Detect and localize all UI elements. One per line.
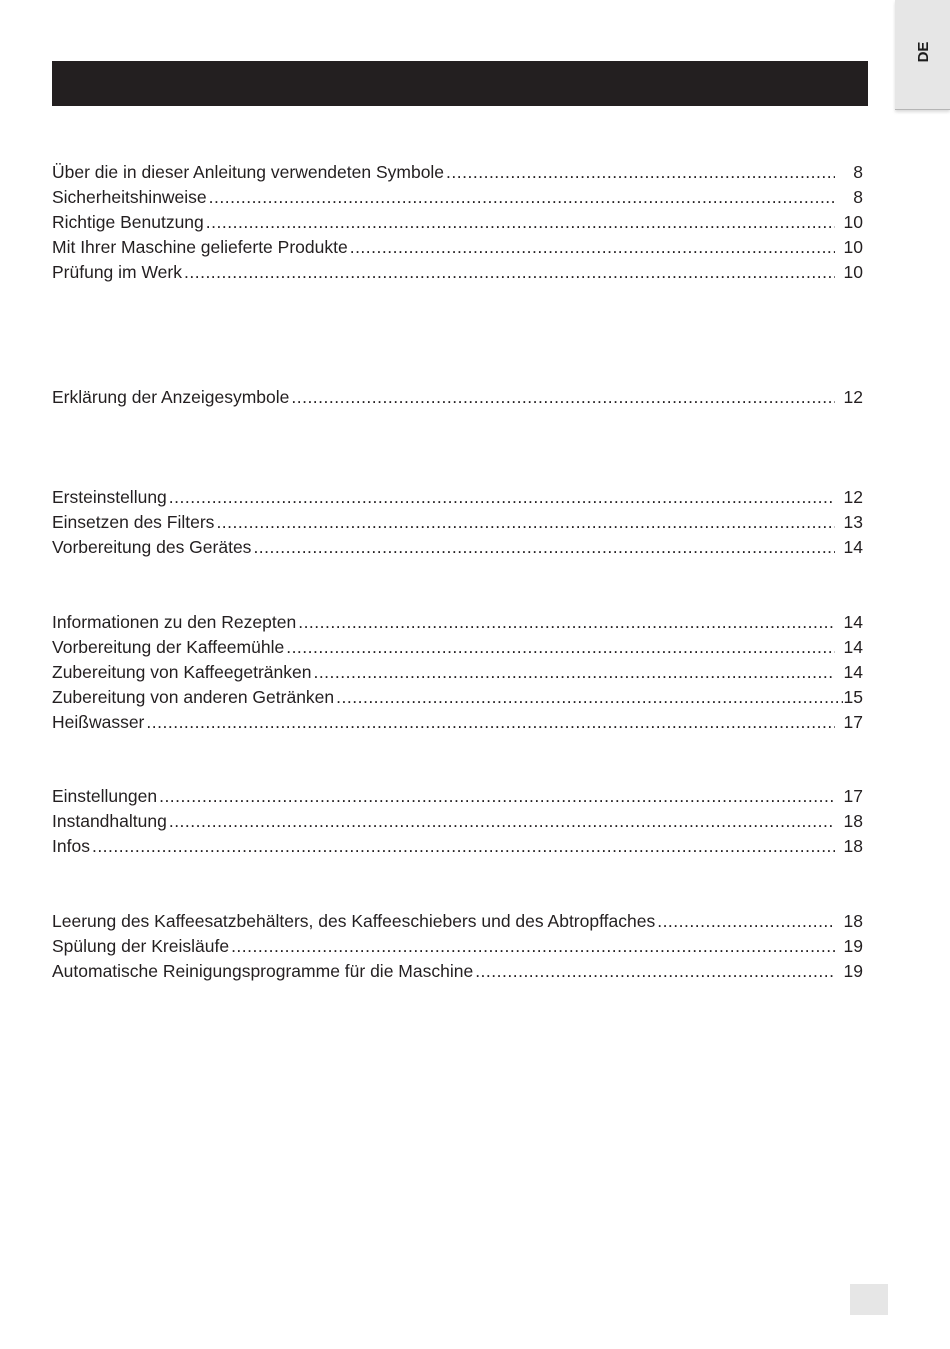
toc-entry-page: 15 <box>843 687 863 707</box>
toc-leader-dots <box>446 160 835 185</box>
toc-entry[interactable] <box>52 834 863 859</box>
toc-entry-page: 14 <box>843 537 863 557</box>
toc-leader-dots <box>92 834 835 859</box>
toc-leader-dots <box>657 909 835 934</box>
toc-entry-title: Instandhaltung <box>52 811 167 831</box>
toc-leader-dots <box>475 959 835 984</box>
toc-entry-title: Einsetzen des Filters <box>52 512 215 532</box>
toc-entry-page: 18 <box>843 836 863 856</box>
toc-entry-page: 8 <box>853 187 863 207</box>
toc-entry-title: Erklärung der Anzeigesymbole <box>52 387 290 407</box>
toc-leader-dots <box>291 385 835 410</box>
toc-entry-page: 14 <box>843 637 863 657</box>
toc-entry[interactable] <box>52 934 863 959</box>
toc-entry-page: 17 <box>843 712 863 732</box>
toc-entry[interactable] <box>52 485 863 510</box>
toc-entry-page: 10 <box>843 237 863 257</box>
toc-entry[interactable] <box>52 235 863 260</box>
toc-entry-page: 10 <box>843 212 863 232</box>
toc-entry[interactable] <box>52 685 863 710</box>
toc-entry-page: 19 <box>843 961 863 981</box>
toc-section <box>52 909 863 984</box>
toc-entry-title: Vorbereitung der Kaffeemühle <box>52 637 285 657</box>
toc-entry[interactable] <box>52 660 863 685</box>
toc-entry-title: Heißwasser <box>52 712 145 732</box>
toc-entry-page: 12 <box>843 387 863 407</box>
toc-entry-title: Über die in dieser Anleitung verwendeten Symbole <box>52 162 445 182</box>
toc-section <box>52 784 863 859</box>
toc-leader-dots <box>216 510 835 535</box>
toc-section <box>52 610 863 735</box>
toc-entry[interactable] <box>52 710 863 735</box>
toc-entry[interactable] <box>52 385 863 410</box>
toc-entry[interactable] <box>52 260 863 285</box>
header-bar <box>52 61 868 106</box>
toc-entry[interactable] <box>52 535 863 560</box>
toc-entry[interactable] <box>52 959 863 984</box>
toc-entry-page: 18 <box>843 811 863 831</box>
toc-entry[interactable] <box>52 510 863 535</box>
toc-entry-title: Leerung des Kaffeesatzbehälters, des Kaffeeschiebers und des Abtropffaches <box>52 911 656 931</box>
toc-entry[interactable] <box>52 610 863 635</box>
toc-entry-page: 14 <box>843 662 863 682</box>
toc-entry-title: Sicherheitshinweise <box>52 187 207 207</box>
toc-leader-dots <box>159 784 835 809</box>
toc-leader-dots <box>286 635 835 660</box>
page-number-box <box>850 1284 888 1315</box>
toc-entry[interactable] <box>52 185 863 210</box>
toc-entry-title: Infos <box>52 836 90 856</box>
toc-entry[interactable] <box>52 635 863 660</box>
toc-entry-page: 17 <box>843 786 863 806</box>
toc-section <box>52 160 863 285</box>
toc-leader-dots <box>169 485 835 510</box>
toc-entry[interactable] <box>52 160 863 185</box>
toc-leader-dots <box>231 934 835 959</box>
toc-section <box>52 485 863 560</box>
toc-leader-dots <box>146 710 835 735</box>
table-of-contents <box>52 160 863 984</box>
toc-leader-dots <box>206 210 835 235</box>
toc-entry[interactable] <box>52 909 863 934</box>
toc-entry-page: 19 <box>843 936 863 956</box>
toc-entry[interactable] <box>52 210 863 235</box>
toc-leader-dots <box>313 660 835 685</box>
toc-entry-page: 10 <box>843 262 863 282</box>
toc-entry-title: Automatische Reinigungsprogramme für die Maschine <box>52 961 474 981</box>
toc-leader-dots <box>209 185 835 210</box>
toc-entry-title: Zubereitung von anderen Getränken <box>52 687 335 707</box>
toc-entry-title: Prüfung im Werk <box>52 262 182 282</box>
toc-entry[interactable] <box>52 784 863 809</box>
toc-entry-page: 12 <box>843 487 863 507</box>
toc-leader-dots <box>336 685 843 710</box>
toc-entry-page: 8 <box>853 162 863 182</box>
toc-entry-title: Mit Ihrer Maschine gelieferte Produkte <box>52 237 348 257</box>
toc-section <box>52 385 863 410</box>
toc-entry-title: Vorbereitung des Gerätes <box>52 537 252 557</box>
toc-leader-dots <box>169 809 835 834</box>
toc-entry-title: Zubereitung von Kaffeegetränken <box>52 662 312 682</box>
toc-leader-dots <box>253 535 835 560</box>
toc-entry-title: Einstellungen <box>52 786 158 806</box>
toc-entry[interactable] <box>52 809 863 834</box>
toc-entry-title: Ersteinstellung <box>52 487 167 507</box>
toc-entry-title: Informationen zu den Rezepten <box>52 612 297 632</box>
toc-leader-dots <box>184 260 835 285</box>
toc-entry-title: Richtige Benutzung <box>52 212 204 232</box>
toc-entry-page: 13 <box>843 512 863 532</box>
language-tab-label: DE <box>914 41 932 63</box>
toc-entry-page: 14 <box>843 612 863 632</box>
toc-entry-page: 18 <box>843 911 863 931</box>
toc-entry-title: Spülung der Kreisläufe <box>52 936 230 956</box>
toc-leader-dots <box>350 235 835 260</box>
toc-leader-dots <box>298 610 835 635</box>
